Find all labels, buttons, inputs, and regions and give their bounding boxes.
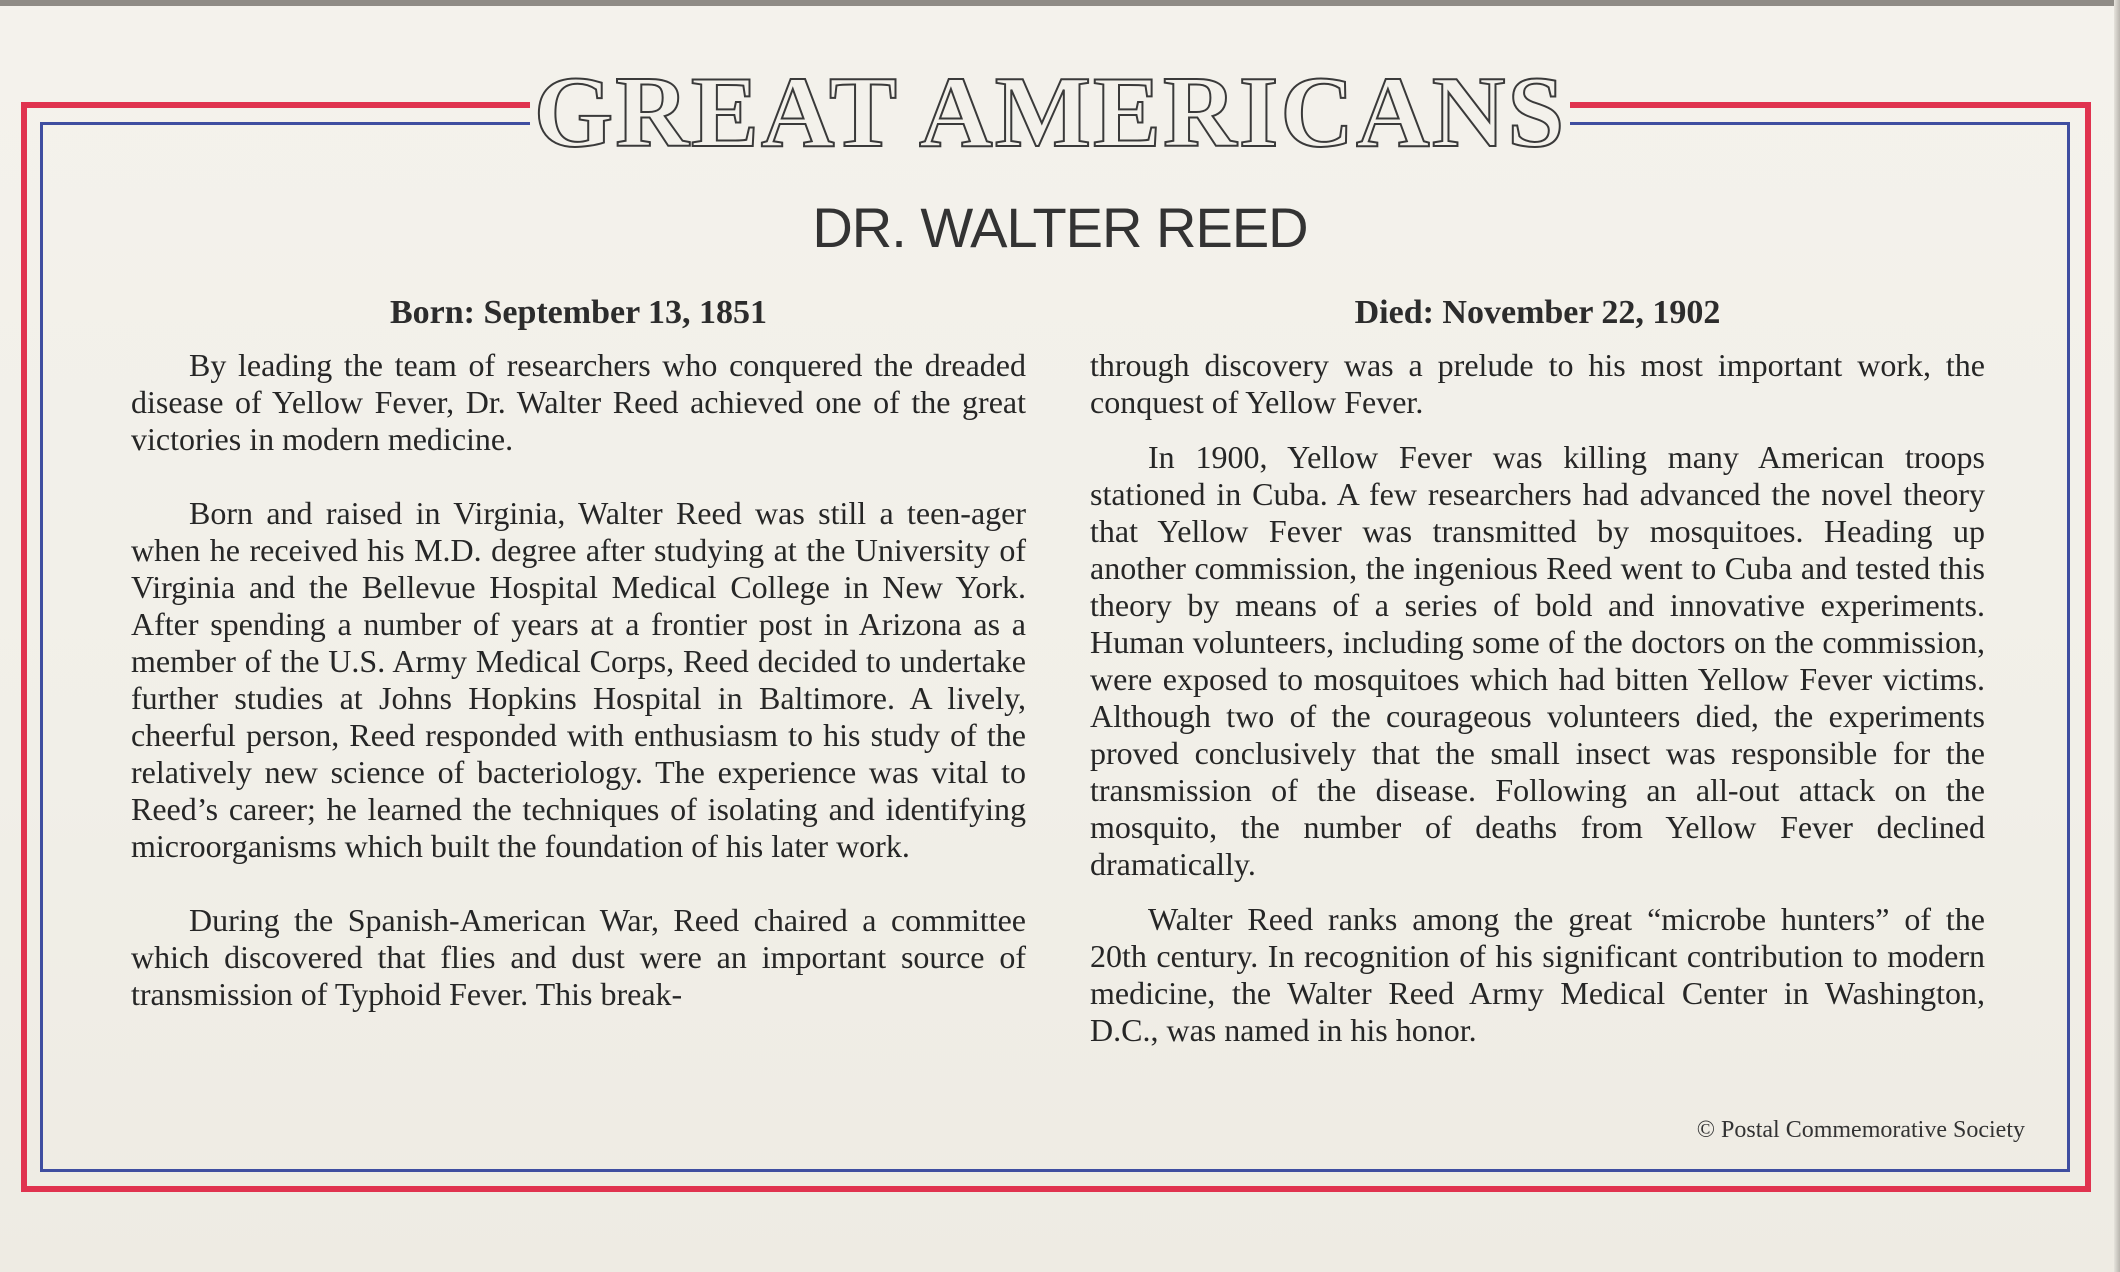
left-column [131, 347, 1026, 1013]
body-paragraph: In 1900, Yellow Fever was killing many American troops stationed in Cuba. A few researchers had advanced the novel theory that Yellow Fever was transmitted by mosquitoes. Heading up another commission, the ingenious Reed went to Cuba and tested this theory by means of a series of bold and innovative experiments. Human volunteers, including some of the doctors on the commission, were exposed to mosquitoes which had bitten Yellow Fever victims. Although two of the courageous volunteers died, the experiments proved conclusively that the small insect was responsible for the transmission of the disease. Following an all-out attack on the mosquito, the number of deaths from Yellow Fever declined dramatically. [1090, 439, 1985, 882]
body-paragraph: By leading the team of researchers who conquered the dreaded disease of Yellow Fever, Dr. Walter Reed achieved one of the great victories in modern medicine. [131, 347, 1026, 457]
card-right-edge [2114, 0, 2120, 1272]
born-heading: Born: September 13, 1851 [389, 294, 768, 331]
body-paragraph: through discovery was a prelude to his most important work, the conquest of Yellow Fever. [1090, 347, 1985, 420]
body-paragraph: Walter Reed ranks among the great “microbe hunters” of the 20th century. In recognition of his significant contribution to modern medicine, the Walter Reed Army Medical Center in Washington, D.C., was named in his honor. [1090, 901, 1985, 1048]
body-paragraph: During the Spanish-American War, Reed chaired a committee which discovered that flies and dust were an important source of transmission of Typhoid Fever. This break- [131, 902, 1026, 1012]
page-subtitle: DR. WALTER REED [812, 196, 1308, 259]
card-top-edge [0, 0, 2120, 6]
right-column [1090, 347, 1985, 1049]
page-title: GREAT AMERICANS [533, 56, 1567, 169]
died-heading: Died: November 22, 1902 [1354, 294, 1721, 331]
body-paragraph: Born and raised in Virginia, Walter Reed was still a teen-ager when he received his M.D. degree after studying at the University of Virginia and the Bellevue Hospital Medical College in New York. After spending a number of years at a frontier post in Arizona as a member of the U.S. Army Medical Corps, Reed decided to undertake further studies at Johns Hopkins Hospital in Baltimore. A lively, cheerful person, Reed responded with enthusiasm to his study of the relatively new science of bacteriology. The experience was vital to Reed’s career; he learned the techniques of isolating and identifying microorganisms which built the foundation of his later work. [131, 495, 1026, 864]
copyright-notice: © Postal Commemorative Society [1696, 1117, 2025, 1143]
